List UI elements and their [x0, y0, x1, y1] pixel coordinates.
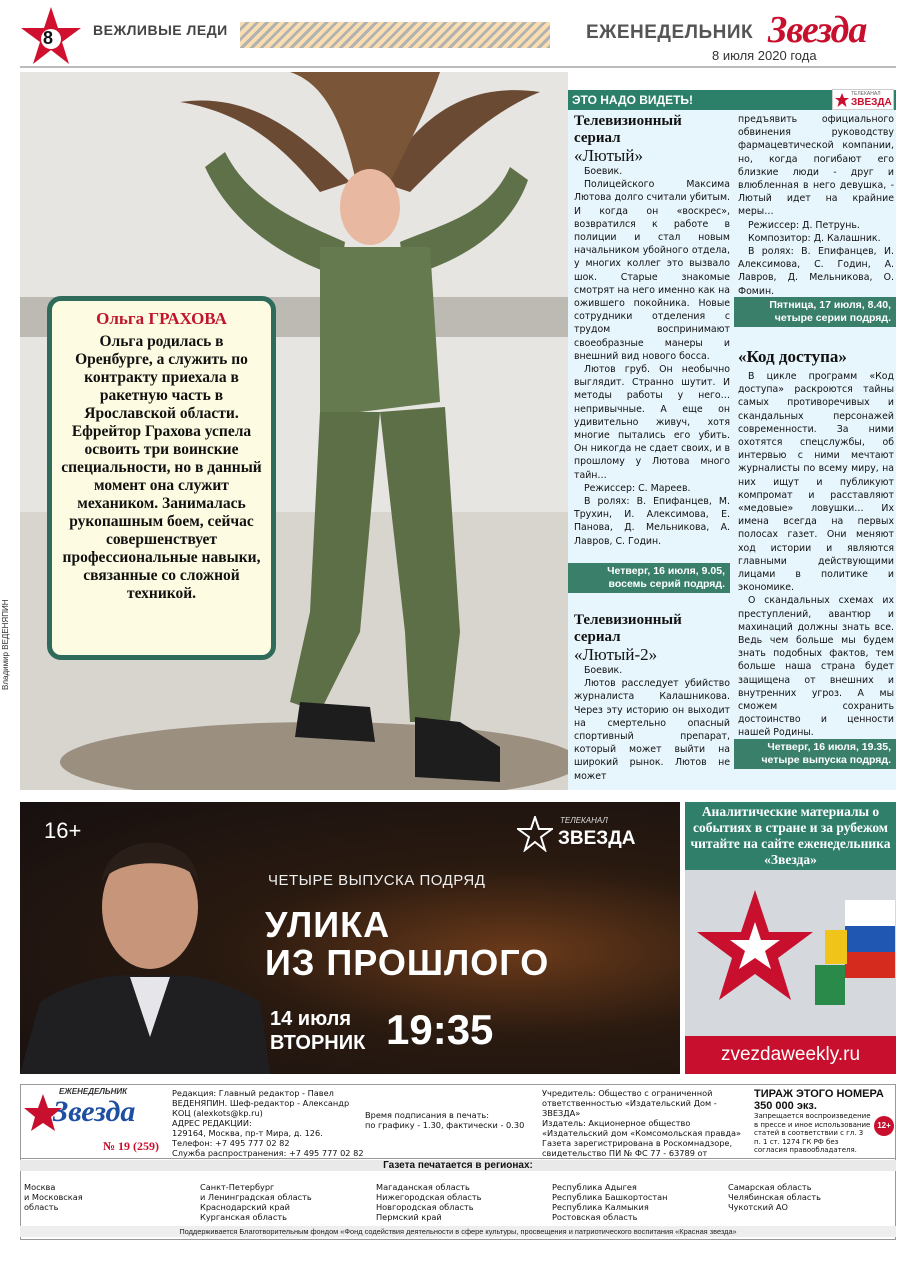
region-item: Самарская область [728, 1182, 812, 1192]
issue-number: № 19 (259) [103, 1139, 160, 1153]
issue-date: 8 июля 2020 года [712, 48, 817, 63]
region-item: Чукотский АО [728, 1202, 788, 1212]
tv-column-left [574, 113, 730, 548]
address: 129164, Москва, пр-т Мира, д. 126. [172, 1128, 323, 1138]
series1-name: «Лютый» [574, 146, 643, 165]
series2-director: Режиссер: Д. Петрунь. [748, 219, 860, 231]
star-and-flags-illustration [685, 870, 896, 1036]
region-column [376, 1182, 546, 1222]
paper-brand-logo: Звезда [768, 9, 867, 51]
founder: Учредитель: Общество с ограниченной ответственностью «Издательский Дом - ЗВЕЗДА» [542, 1088, 717, 1118]
footer-logo-weekly: ЕЖЕНЕДЕЛЬНИК [59, 1087, 128, 1096]
signing-label: Время подписания в печать: [365, 1110, 489, 1120]
sponsor-note: Поддерживается Благотворительным фондом «Фонд содействия деятельности в сфере культуры, просвещения и патриотического воспитания «Красная звезда» [20, 1226, 896, 1237]
circulation-info [754, 1088, 894, 1155]
region-item: Ростовская область [552, 1212, 638, 1222]
ad-title-line2: ИЗ ПРОШЛОГО [265, 942, 550, 983]
phone: Телефон: +7 495 777 02 82 [172, 1138, 290, 1148]
region-column [200, 1182, 370, 1222]
registration: Газета зарегистрирована в Роскомнадзоре, свидетельство ПИ № ФС 77 - 63789 от [542, 1138, 733, 1158]
website-url-link[interactable]: zvezdaweekly.ru [685, 1036, 896, 1074]
paper-weekly-label: ЕЖЕНЕДЕЛЬНИК [586, 22, 754, 43]
series1-schedule: Четверг, 16 июля, 9.05, восемь серий подряд. [568, 563, 730, 593]
signing-info [365, 1110, 535, 1130]
photo-credit: Владимир ВЕДЕНЯПИН [1, 599, 10, 690]
page-number-star-badge [20, 5, 82, 67]
circulation-label: ТИРАЖ ЭТОГО НОМЕРА [754, 1088, 884, 1100]
region-item: Республика Калмыкия [552, 1202, 649, 1212]
footer-divider [20, 1158, 896, 1159]
series3-schedule: Четверг, 16 июля, 19.35, четыре выпуска подряд. [734, 739, 896, 769]
tv-column-right [738, 113, 894, 298]
tv-ad-banner[interactable] [20, 802, 680, 1074]
website-ad[interactable] [685, 802, 896, 1074]
region-item: Москва [24, 1182, 56, 1192]
ad-channel-small: ТЕЛЕКАНАЛ [560, 816, 608, 825]
address-label: АДРЕС РЕДАКЦИИ: [172, 1118, 252, 1128]
publisher-info [542, 1088, 747, 1168]
section-title: ВЕЖЛИВЫЕ ЛЕДИ [93, 22, 228, 38]
tv-column-right-bottom [738, 348, 894, 740]
circulation-value: 350 000 экз. [754, 1100, 817, 1112]
zvezda-tv-logo [832, 89, 894, 110]
region-item: Пермский край [376, 1212, 442, 1222]
series2-name: «Лютый-2» [574, 645, 658, 664]
tv-column-left-bottom [574, 612, 730, 783]
series1-director: Режиссер: С. Мареев. [584, 482, 691, 494]
zvezda-star-icon [835, 93, 849, 107]
region-item: Новгородская область [376, 1202, 474, 1212]
series1-cast: В ролях: В. Епифанцев, М. Трухин, И. Алексимова, Е. Панова, Д. Мельникова, А. Лавров, С. Годин. [574, 496, 730, 547]
ad-weekday: ВТОРНИК [270, 1032, 366, 1054]
ad-age-rating: 16+ [44, 818, 82, 843]
region-item: Санкт-Петербург [200, 1182, 275, 1192]
ad-channel-name: ЗВЕЗДА [558, 828, 636, 849]
series1-paragraph: Полицейского Максима Лютова долго считали убитым. И когда он «воскрес», возвратился к работе в полиции и стал новым начальником убойного отдела, у многих коллег это вызвало шок. Старые знакомые смотрят на него именно как на ожившего покойника. Новые сотрудники отделения с трудом воспринимают своеобразные манеры и внешний вид нового босса. [574, 179, 730, 362]
region-item: Челябинская область [728, 1192, 821, 1202]
bio-box [47, 296, 276, 660]
footer-logo [23, 1087, 169, 1157]
region-column [728, 1182, 894, 1212]
region-item: область [24, 1202, 59, 1212]
tv-logo-text: ЗВЕЗДА [851, 97, 892, 108]
region-item: Республика Башкортостан [552, 1192, 668, 1202]
region-item: Республика Адыгея [552, 1182, 637, 1192]
region-item: Краснодарский край [200, 1202, 290, 1212]
region-item: Нижегородская область [376, 1192, 482, 1202]
zvezda-star-icon [517, 816, 553, 852]
region-column [24, 1182, 194, 1212]
series2-cast: В ролях: В. Епифанцев, И. Алексимова, С. Годин, А. Лавров, Д. Мельникова, О. Фомин. [738, 246, 894, 297]
age-rating-badge: 12+ [874, 1116, 894, 1136]
region-item: и Московская [24, 1192, 83, 1202]
series2-title: Телевизионный сериал [574, 612, 682, 645]
bio-name: Ольга ГРАХОВА [96, 309, 227, 328]
region-item: и Ленинградская область [200, 1192, 312, 1202]
series3-paragraph: О скандальных схемах их преступлений, авантюр и махинаций должны знать все. Ведь чем больше мы будем знать подобных фактов, тем больше наша страна будет защищена от внешних и внутренних угроз. А мы сможем сохранить достоинство и ценности нашей Родины. [738, 595, 894, 739]
editorial-info [172, 1088, 364, 1158]
distribution-phone: Служба распространения: +7 495 777 02 82 [172, 1148, 364, 1158]
series2-paragraph-cont: предъявить официального обвинения руководству фармацевтической компании, но, когда погибают его близкие люди - друг и влюбленная в него девушка, - Лютый идет на крайние меры… [738, 114, 894, 218]
series1-genre: Боевик. [584, 166, 623, 177]
publisher: Издатель: Акционерное общество «Издательский дом «Комсомольская правда» [542, 1118, 742, 1138]
legal-notice: Запрещается воспроизведение в прессе и иное использование статей в соответствии с гл. 3 п. 1 ст. 1274 ГК РФ без согласия правообладателя. [754, 1112, 871, 1154]
regions-list [24, 1182, 894, 1224]
region-item: Курганская область [200, 1212, 287, 1222]
series1-paragraph: Лютов груб. Он необычно выглядит. Странно шутит. И методы работы у него… непривычные. А еще он удивительно живуч, хотя многие пытались его убить. Он никогда не сдает своих, и в прошлому у Лютова много тайн… [574, 364, 730, 481]
ad-time: 19:35 [386, 1006, 494, 1053]
page-number: 8 [43, 28, 54, 48]
series3-name: «Код доступа» [738, 347, 847, 366]
series2-composer: Композитор: Д. Калашник. [748, 232, 881, 244]
ad-tagline: ЧЕТЫРЕ ВЫПУСКА ПОДРЯД [268, 872, 486, 889]
website-ad-text: Аналитические материалы о событиях в стране и за рубежом читайте на сайте еженедельника «Звезда» [685, 802, 896, 870]
tv-logo-small: ТЕЛЕКАНАЛ [851, 91, 881, 97]
signing-time: по графику - 1.30, фактически - 0.30 [365, 1120, 525, 1130]
editorial-staff: Редакция: Главный редактор - Павел ВЕДЕНЯПИН. Шеф-редактор - Александр КОЦ (alexkots@kp.ru) [172, 1088, 350, 1118]
region-column [552, 1182, 722, 1222]
bio-text: Ольга родилась в Оренбурге, а служить по контракту приехала в ракетную часть в Ярославской области. Ефрейтор Грахова успела освоить три воинские специальности, но в данный момент она служит механиком. Занималась рукопашным боем, сейчас совершенствует профессиональные навыки, связанные со сложной техникой. [61, 333, 262, 602]
series3-paragraph: В цикле программ «Код доступа» раскроются тайны самых противоречивых и скандальных персонажей современности. За ними охотятся спецслужбы, об интервью с ними мечтают журналисты по всему миру, на них ищут и публикуют компромат и расставляют «медовые» ловушки… Их имена всегда на первых полосах газет. Они меняют ход истории и являются главными действующими лицами в политике и экономике. [738, 371, 894, 594]
st-george-ribbon [240, 22, 550, 48]
footer-logo-brand: Звезда [53, 1095, 136, 1128]
region-item: Магаданская область [376, 1182, 470, 1192]
series2-paragraph: Лютов расследует убийство журналиста Калашникова. Через эту историю он выходит на смертельно опасный спортивный препарат, который может выйти на широкий рынок. Лютов не может [574, 678, 730, 782]
ad-title-line1: УЛИКА [265, 904, 391, 945]
series2-schedule: Пятница, 17 июля, 8.40, четыре серии подряд. [734, 297, 896, 327]
series2-genre: Боевик. [584, 665, 623, 676]
ad-date: 14 июля [270, 1008, 352, 1030]
series1-title: Телевизионный сериал [574, 113, 682, 146]
header-divider [20, 66, 896, 68]
tv-section-label: ЭТО НАДО ВИДЕТЬ! [572, 93, 694, 107]
regions-label: Газета печатается в регионах: [20, 1160, 896, 1171]
